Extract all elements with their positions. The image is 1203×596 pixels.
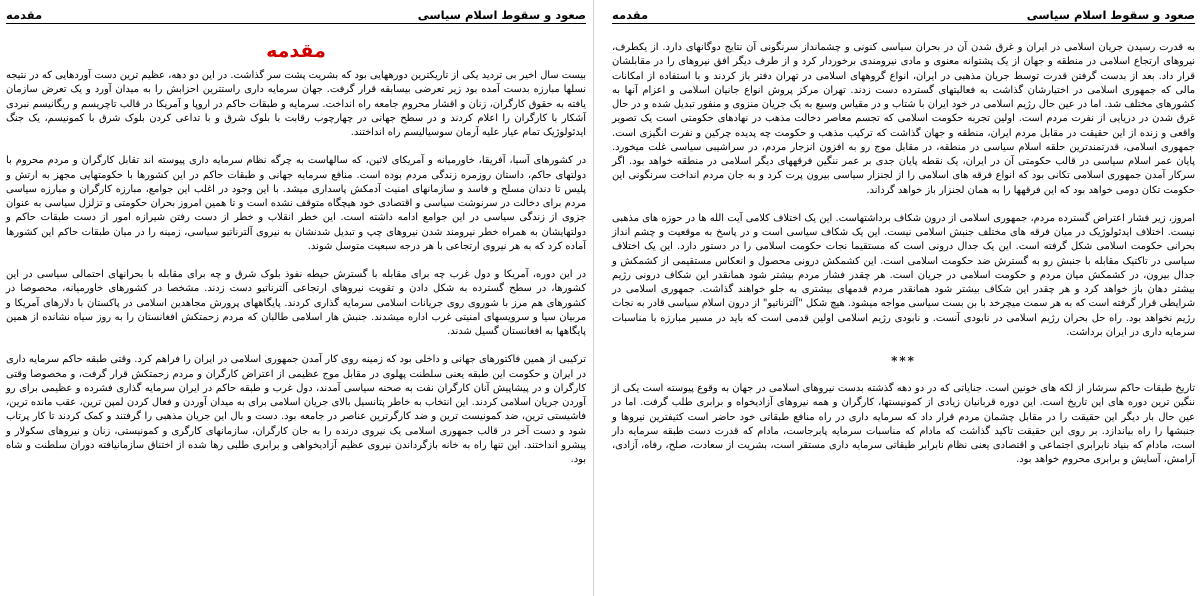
paragraph: تاریخ طبقات حاکم سرشار از لکه های خونین است. جنایاتی که در دو دهه گذشته بدست نیروهای اسلامی در جهان به وقوع پیوسته است یکی از ننگین ترین دوره های این تاریخ است. این دوره قربانیان زیادی از کمونیستها، کارگران و همه نیروهای آزادیخواه و برابری طلب گرفت. اما در عین حال بار دیگر این حقیقت را در مقابل چشمان مردم قرار داد که سرمایه داری در راه منافع طبقاتی خود حاضر است کثیفترین نیروها و جنبشها را راه بیاندازد. بر روی این حقیقت تاکید گذاشت که مادام که مناسبات سرمایه پابرجاست، مادام که قدرت دست طبقه سرمایه دار است، مادام که بنیاد نابرابری اجتماعی و اقتصادی یعنی نظام نابرابر طبقاتی سرمایه داری مستقر است، بشریت از سعادت، صلح، رفاه، آزادی، آرامش، آسایش و برابری محروم خواهد بود. xyxy=(612,383,1195,466)
right-page xyxy=(596,0,1203,596)
running-header xyxy=(6,0,586,24)
left-page xyxy=(0,0,592,596)
running-header xyxy=(612,0,1195,24)
section-separator: *** xyxy=(891,354,916,368)
header-chapter: مقدمه xyxy=(6,8,43,22)
page-divider xyxy=(593,0,594,596)
paragraph: در کشورهای آسیا، آفریقا، خاورمیانه و آمریکای لاتین، که سالهاست به چرگه نظام سرمایه داری پیوسته اند تقابل کارگران و مردم محروم با دولتهای حاکم، داستان روزمره زندگی مردم بوده است. منافع سرمایه جهانی و طبقات حاکم در این کشورها با حکومتهایی مجهز به ارتش و پلیس تا دندان مسلح و فاسد و سازمانهای امنیت آدمکش پاسداری میشد. با این وجود در اغلب این جوامع، مبارزه کارگران و مبارزه سیاسی مردم برای دخالت در سرنوشت سیاسی و اقتصادی خود هیچگاه متوقف نشده است و تا همین امروز بحران حکومتی و تزلزل سیاسی به عنوان جزوی از زندگی سیاسی در این جوامع ادامه داشته است. این خطر انقلاب و خطر از دست رفتن شیرازه امور از دست طبقات حاکم و دولتهایشان به همراه خطر نیرومند شدن نیروهای چپ و تبدیل شدنشان به نیروی آلترناتیو سیاسی، زمینه را در میان طبقات حاکم این کشورها آماده کرد که به هر نیروی ارتجاعی با هر درجه سبعیت متوسل شوند. xyxy=(6,155,586,252)
paragraph: بیست سال اخیر بی تردید یکی از تاریکترین دورههایی بود که بشریت پشت سر گذاشت. در این دو دهه، عظیم ترین دست آوردهایی که در نتیجه نسلها مبارزه بدست آمده بود زیر تعرضی بیسابقه قرار گرفت. جهان سرمایه داری راستترین احزابش را به میدان آورد و یک تعرض سازمان یافته به حقوق کارگران، زنان و اقشار محروم جامعه راه انداخت. سرمایه و طبقات حاکم در اروپا و آمریکا در قالب تاچریسم و ریگانیسم نبردی آشکار با کارگران را اعلام کردند و در سطح جهانی در چهارچوب رقابت با بلوک شرق و با تداعی کردن بلوک شرق با کمونیسم، یک جنگ ایدئولوژیک تمام عیار علیه آرمان سوسیالیسم راه انداختند. xyxy=(6,70,586,138)
page-body xyxy=(612,24,1195,468)
header-book-title: صعود و سقوط اسلام سیاسی xyxy=(1026,8,1195,22)
header-book-title: صعود و سقوط اسلام سیاسی xyxy=(417,8,586,22)
paragraph: ترکیبی از همین فاکتورهای جهانی و داخلی بود که زمینه روی کار آمدن جمهوری اسلامی در ایران را فراهم کرد. وقتی طبقه حاکم سرمایه داری در ایران و حکومت این طبقه یعنی سلطنت پهلوی در مقابل موج عظیمی از اعتراض کارگران و مردم زحمتکش قرار گرفت، و مخصوصا وقتی کارگران و در پیشاپیش آنان کارگران نفت به صحنه سیاسی آمدند، دول غرب و طبقه حاکم در ایران سرمایه گذاری فشرده و عظیمی برای رو آوردن جریان اسلامی کردند. این انتخاب به خاطر پتانسیل بالای جریان اسلامی برای به میدان آوردن و فعال کردن لمپن ترین، عقب مانده ترین، فاشیستی ترین، ضد کمونیست ترین و ضد کارگرترین عناصر در جامعه بود. دست و بال این جریان مذهبی را گرفتند و کمک کردند تا کار پرتاب شود و دست آخر در قالب جمهوری اسلامی یک نیروی درنده را به جان کارگران، سازمانهای کارگری و کمونیستی، زنان و نیروهای سکولار و پیشرو انداختند. این تنها راه به خانه بازگرداندن نیروی عظیم آزادیخواهی و برابری طلبی رها شده از اختناق سازمانیافته دوران سلطنت و شاه بود. xyxy=(6,354,586,465)
paragraph: به قدرت رسیدن جریان اسلامی در ایران و غرق شدن آن در بحران سیاسی کنونی و چشمانداز سرنگونی آن نتایج دوگانهای دارد. از یکطرف، نیروهای ارتجاع اسلامی در منطقه و جهان از یک پشتوانه معنوی و مادی نیرومندی برخوردار کرد و از طرف دیگر افق نیروهای را در مقابلشان قرار داد. بعد از بدست گرفتن قدرت توسط جریان مذهبی در ایران، انواع گروههای اسلامی در تهران دفتر باز کردند و با استفاده از امکانات مالی که جمهوری اسلامی در اختیارشان گذاشت به فعالیتهای گسترده دست زدند. تهران مرکز پروش انواع جانیان اسلامی و اعزام آنها به کشورهای مختلف شد. اما در عین حال رژیم اسلامی در خود ایران با شتاب و در مقیاس وسیع به یک جریان منزوی و منفور تبدیل شده و در حال غرق شدن در دریایی از نفرت مردم است. اولین تجربه حکومت اسلامی که تجسم معاصر دخالت مذهب در نهادهای حکومتی است یک تصویر واقعی و زنده از این حقیقت در مقابل مردم ایران، منطقه و جهان گذاشت که ترکیب مذهب و حکومت چه پدیده چرکین و نفرت انگیزی است. جمهوری اسلامی، قدرتمندترین حلقه اسلام سیاسی در منطقه، در مقابل موج رو به افزون انزجار مردم، در سراشیبی سیاسی غلت میخورد. پایان عمر اسلام سیاسی در قالب حکومتی آن در ایران، یک نقطه پایان جدی بر عمر ننگین فرقههای دیگر اسلامی در منطقه خواهد بود. اگر سرکار آمدن جمهوری اسلامی تکانی بود که انواع فرقه های اسلامی را از لجنزار سیاسی بیرون پرت کرد و به جان مردم انداخت سرنگونی این حکومت تکان دومی خواهد بود که این فرقهها را به همان لجنزار باز خواهد گرداند. xyxy=(612,42,1195,196)
page-body xyxy=(6,39,586,467)
paragraph: در این دوره، آمریکا و دول غرب چه برای مقابله با گسترش حیطه نفوذ بلوک شرق و چه برای مقابله با بحرانهای احتمالی سیاسی در این کشورها، در سطح گسترده به شکل دادن و تقویت نیروهای ارتجاعی آلترناتیو دست زدند. مشخصا در کشورهای خاورمیانه، محصوصا در کشورهای هم مرز با شوروی روی جریانات اسلامی سرمایه گذاری کردند. پایگاههای پرورش مجاهدین اسلامی در پاکستان با دلارهای آمریکا و مربیان سیا و سرویسهای امنیتی غرب اداره میشدند. جنبش هار اسلامی طالبان که مردم زحمتکش افغانستان را به روز سیاه نشانده از همین پایگاهها به افغانستان گسیل شدند. xyxy=(6,269,586,337)
header-chapter: مقدمه xyxy=(612,8,649,22)
page-title: مقدمه xyxy=(266,40,326,62)
paragraph: امروز، زیر فشار اعتراض گسترده مردم، جمهوری اسلامی از درون شکاف برداشتهاست. این یک اختلاف کلامی آیت الله ها در حوزه های مذهبی نیست. اختلاف ایدئولوژیک در میان فرقه های مختلف جنبش اسلامی نیست. این یک شکاف سیاسی است و در پاسخ به موقعیت و چشم انداز بحرانی حکومت اسلامی شکل گرفته است. این یک جدال درونی است که مستقیما نجات حکومت اسلامی را در دستور دارد. این یک اختلاف سیاسی در تاکتیک مقابله با جنبش رو به گسترش ضد حکومت اسلامی است. این کشمکش درونی محصول و انعکاس مستقیمی از کشمکش و جدال بیرون، در کشمکش میان مردم و حکومت اسلامی در جریان است. هر چقدر فشار مردم بیشتر شود همانقدر این شکاف درونی رژیم بیشتر دهان باز خواهد کرد و هر چقدر این شکاف بیشتر شود همانقدر مردم قدمهای بیشتری به جلو خواهند گذاشت. جمهوری اسلامی در شرایطی قرار گرفته است که به هر سمت میچرخد با بن بست سیاسی مواجه میشود. هیچ شکل "آلترناتیو" از درون اسلام سیاسی قادر به نجات رژیم نخواهد بود. راه حل بحران رژیم اسلامی در نابودی آنست. و نابودی رژیم اسلامی اولین قدمی است که باید در مسیر مبارزه با مناسبات سرمایه داری در ایران برداشت. xyxy=(612,212,1195,338)
